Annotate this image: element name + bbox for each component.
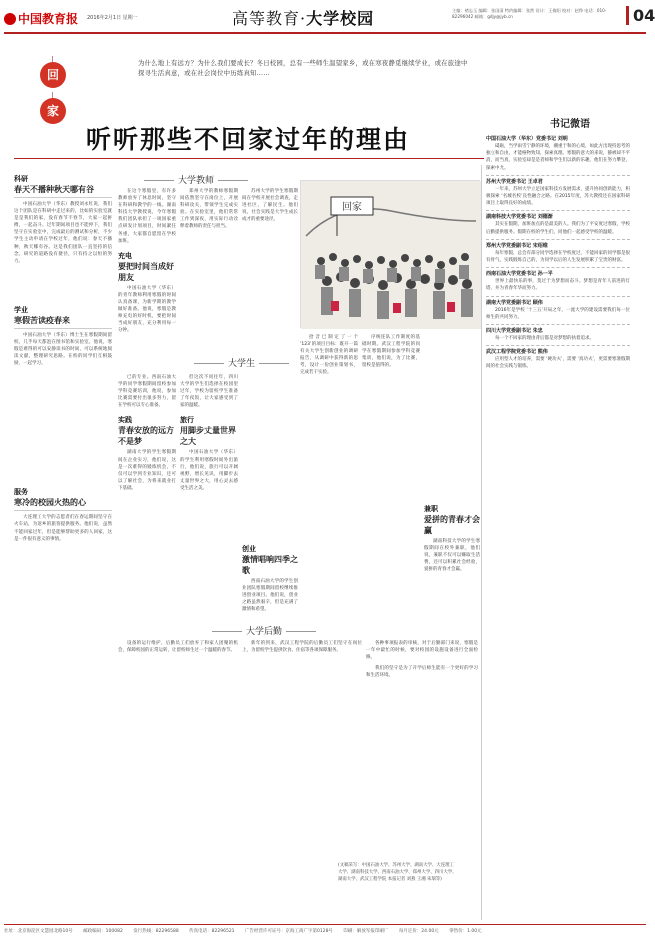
lead-paragraph: 为什么地上有远方？为什么我们要成长？冬日校园，总有一些师生温望家乡，或在寒夜静觅继续学业，或在旅途中探寻生活真意，或在社会岗位中历练真知……: [138, 59, 468, 77]
issue-date: 2016年2月1日 星期一: [87, 15, 138, 21]
subhead-practice: 实践: [118, 416, 132, 425]
divider: [486, 324, 630, 325]
crowd-illustration: [301, 181, 481, 329]
divider: [486, 210, 630, 211]
divider: [486, 345, 630, 346]
weibo-title: 书记微语: [550, 119, 590, 130]
kicker-research: 科研: [14, 175, 28, 183]
lantern-icon: 家: [40, 98, 66, 124]
article-body: 拾音已制定了一个 ‘123’的项目目标：既开一篇有关大学生创新创业的调研报告，从调研中获得新的思考，设计一份创业策划书，完成若干实验。: [300, 335, 358, 376]
column-4: [242, 188, 298, 223]
weibo-body: 砥砺，当学雨雪宁静的环境，潮重于和的心境，如此方出现持思考的独立和自由，才能格物致知，探索真理。寒假的意大的来说，静被却不平消，而当真，实验室却是是者师和学生们以新的乐趣，他们在努力攀登，探索中尤。: [486, 144, 630, 171]
weibo-item: [486, 243, 630, 264]
weibo-author: 湖南科技大学党委书记 刘德渐: [486, 214, 553, 221]
column-3: [180, 188, 238, 231]
kicker-study: 学业: [14, 305, 28, 314]
section-title-main: 高等教育: [232, 9, 301, 28]
article-body: 中国石油大学（华东）的学生利用寒假时间外出旅行，他们说，旅行可以开阔视野，增长见识，用脚步去丈量世界之大，用心灵去感受生活之美。: [180, 450, 238, 491]
masthead: [4, 4, 655, 34]
column-logistics: [118, 640, 238, 654]
article-body: 已的专业。西南石油大学的同学寒假期间留校参加学科竞赛培训，他说，参加比赛需要付出很多努力，留在学校可以专心准备。: [118, 375, 176, 409]
footer-monthly-price: 每月定价：24.00元: [398, 929, 439, 934]
weibo-author: 中国石油大学（华东）党委书记 刘明: [486, 136, 568, 142]
page-headline: 听听那些不回家过年的理由: [86, 125, 411, 154]
column-3-lower: [180, 374, 238, 492]
weibo-author: 四川大学党委副书记 朱忠: [486, 328, 543, 335]
article-body: 但这次不同往年，四川大学的学生们选择在校园里过年，学校为留校学生准备了年夜饭，让大家感受到了家的温暖。: [180, 375, 238, 409]
deck-study: 寒假苦读疫春来: [14, 315, 112, 329]
article-body: 我们的坚守是为了开学后师生能有一个更好的学习和生活环境。: [366, 666, 478, 679]
article-body: 各种事项报表的审核，对于后勤部门来说，寒假是一年中最忙的时候，要对校园的设施设备进行全面检修。: [366, 641, 478, 661]
column-4-mid: [242, 374, 298, 613]
column-logistics-2: [242, 640, 362, 654]
weibo-author: 湖南大学党委副书记 顾伟: [486, 299, 543, 306]
weibo-item: [486, 328, 630, 342]
subhead-startup: 创业: [242, 545, 256, 553]
weibo-body: 2016年是学校 ‘十三五’开局之年，一流大学的建设需要我们每一位师生的共同努力。: [486, 307, 630, 320]
column-6: [424, 334, 480, 573]
headline-divider: [14, 158, 484, 159]
page-number: 04: [626, 6, 655, 25]
column-5: [362, 334, 420, 369]
deck-practice: 青春安放的远方不是梦: [118, 426, 174, 447]
subhead-recharge: 充电: [118, 251, 132, 260]
weibo-author: 武汉工程学院党委书记 熊伟: [486, 349, 548, 356]
article-body: 湖南科技大学的学生寒假期间在校外兼职，他们说，兼职不仅可以赚取生活费，还可以积累社会经验，爱拼的青春才会赢。: [424, 539, 480, 573]
weibo-body: 世界上最快乐的事，莫过于为梦想而奋斗。梦想是青年人前进的灯塔，并为青春年华而努力。: [486, 279, 630, 292]
article-body: 郑州大学的教师寒假期间依然坚守在岗位上，开展科研攻关，带领学生完成实验。在实验室里，他们常常工作到深夜，用实际行动诠释着教师的责任与担当。: [180, 189, 238, 230]
weibo-item: [486, 271, 630, 292]
weibo-body: 其实在假期，加班加点的是最美的人。我们为了平安度过寒假，学校后勤提供服务。假期在校的学生们，同他们一起感受学校的温暖。: [486, 222, 630, 235]
article-body: 中国石油大学（华东）博士生在寒假期间留校，几乎每天都泡在图书馆和实验室。他说，寒假是难得的可以安静读书的时间，可以系统地阅读文献，整理研究思路。在校的同学们互相鼓励，一起学习。: [14, 332, 112, 367]
footer-printer: 印刷：解放军报印刷厂: [343, 929, 389, 934]
footer-ad-license: 广告经营许可证号：京海工商广字第0128号: [244, 929, 333, 934]
footer-fax: 传真电话：82296521: [189, 929, 235, 934]
weibo-item: [486, 214, 630, 235]
logo-text: 中国教育报: [18, 12, 79, 26]
divider: [486, 267, 630, 268]
article-body: 大连理工大学的志愿者们在春运期间坚守在火车站，为返乡的旅客提供服务。他们说，虽然不能回家过年，但是能够帮助更多的人回家，这是一件很有意义的事情。: [14, 515, 112, 542]
seal-icon: [4, 13, 16, 25]
section-label-student: 大学生: [190, 356, 293, 369]
article-body: 设备的运行维护，后勤员工们放弃了和家人团聚的机会，保障校园的正常运转，让留校师生过一个温暖的春节。: [118, 641, 238, 654]
article-body: 湖南大学的学生寒假期间在企业实习，他们说，这是一次难得的锻炼机会，不仅可以学到专业知识，还可以了解社会，为将来就业打下基础。: [118, 450, 176, 491]
deck-startup: 激情唱响四季之歌: [242, 555, 298, 575]
article-body: 新年的到来，武汉工程学院的后勤员工们坚守在岗位上，为留校学生提供饮食、住宿等各项保障服务。: [242, 641, 362, 654]
footer-hotline: 发行热线：82296588: [133, 929, 179, 934]
lantern-decoration: [40, 42, 70, 132]
article-body: 西南石油大学的学生创业团队寒假期间留校继续推进创业项目。他们说，创业之路虽然艰辛，但是充满了激情和希望。: [242, 579, 298, 613]
subhead-parttime: 兼职: [424, 505, 438, 513]
column-divider: [481, 165, 482, 920]
secretary-weibo-column: [486, 115, 630, 371]
section-label-teacher: 大学教师: [140, 173, 252, 186]
section-title-sub: 大学校园: [306, 9, 375, 28]
weibo-item: [486, 179, 630, 208]
kicker-service: 服务: [14, 488, 28, 497]
weibo-author: 西南石油大学党委书记 孙一平: [486, 271, 553, 278]
left-column: [14, 172, 112, 543]
column-4-lower: [300, 334, 358, 377]
column-2-lower: [118, 374, 176, 492]
weibo-author: 苏州大学党委书记 王卓君: [486, 178, 543, 185]
lantern-icon: 回: [40, 62, 66, 88]
deck-research: 春天不播种秋天哪有谷: [14, 184, 112, 198]
article-body: 在这个寒假里，有许多教师放弃了休息时间，坚守在科研和教学的一线。湖南科技大学教授说，今年寒假我们团队承担了一项国家重点研发计划项目，时间紧任务重，大家都自愿留在学校加班。: [118, 189, 176, 244]
weibo-item: [486, 349, 630, 370]
newspaper-logo: [4, 10, 78, 27]
weibo-body: 应用型人才的培养，需要 ‘硬功夫’，需要 ‘真功夫’，更需要寒暑假期间的社会实践与锻炼。: [486, 357, 630, 370]
deck-recharge: 要把时间当成好朋友: [118, 261, 174, 282]
divider: [486, 296, 630, 297]
subhead-travel: 旅行: [180, 416, 194, 425]
editor-credits: 主编：褚志玉 编辑：张国清 特约编辑：张然 设计：王倩阳 校对：赵铮 电话：010-82296042 邮箱：gdjy@jyb.cn: [452, 8, 607, 19]
weibo-body: 每年寒假，总会有部分同学选择在学校度过，不能回家的同学都是很有骨气，实践锻炼自己的，为同学以后的人生发展积累了宝贵的财富。: [486, 250, 630, 264]
article-body: 中国石油大学（华东）的青年教师利用寒假的时间认真备课，为新学期的教学做好准备。他说，寒假是教师充电的好时机，要把时间当成好朋友，充分利用每一分钟。: [118, 285, 176, 334]
deck-travel: 用脚步丈量世界之大: [180, 426, 236, 447]
article-credits: (文稿采写：中国石油大学、苏州大学、湖南大学、大连理工大学、湖南科技大学、西南石油大学、郑州大学、四川大学、湖南大学、武汉工程学院 本报记者 刘燕 王湘 朱瑞等): [338, 863, 457, 882]
page-footer: [4, 924, 646, 938]
going-home-illustration: [300, 180, 480, 328]
weibo-item: [486, 136, 630, 172]
article-body: 苏州大学的学生寒假期间在学校开展社会调查，走进社区，了解民生。他们说，社会实践是大学生成长成才的重要途径。: [242, 189, 298, 223]
weibo-body: 一年来，苏州大学立足国家科技方发展需求，提升协同创新能力，积极探索 ‘名城名校’良性融合之路。在2015年度，苏大教授还在国家科研项目上取得良好的成绩。: [486, 186, 630, 207]
weibo-body: 每一个不回家的理由背后都是对梦想的执着追求。: [495, 336, 594, 342]
weibo-author: 郑州大学党委副书记 宋绍维: [486, 242, 548, 249]
deck-parttime: 爱拼的青春才会赢: [424, 515, 480, 535]
footer-retail-price: 零售价：1.00元: [449, 929, 482, 934]
footer-address: 社址：北京海淀区文慧园北路10号: [4, 929, 73, 934]
section-label-logistics: 大学后勤: [208, 624, 320, 637]
weibo-item: [486, 300, 630, 321]
section-title: 高等教育·大学校园: [232, 9, 375, 28]
deck-service: 寒冷的校园火热的心: [14, 497, 112, 511]
footer-postcode: 邮政编码：100082: [83, 929, 123, 934]
divider: [486, 175, 630, 176]
article-body: 序统连队工作制度的基础时期。武汉工程学院的同学在寒假期间参加学科竞赛集训，他们说，为了比赛，留校是值得的。: [362, 335, 420, 369]
column-2: [118, 188, 176, 334]
column-logistics-3: [366, 640, 478, 679]
article-body: 中国石油大学（华东）教授刘永红说，我们这个团队是在科研中走过来的，比如的实验室就是是我们的家，没有春节不春节，大家一起拼搏，一起奋斗。过年期间项目也不能停下，我们坚守在实验室中，完成最后的测试和分析，不少学生主动申请在学校过年，他们说：春天不播种，秋天哪有谷。这是我们团队一直坚持的信念，研究的道路没有捷径，只有持之以恒的努力。: [14, 202, 112, 264]
divider: [486, 239, 630, 240]
home-sign: 回家: [342, 202, 362, 213]
